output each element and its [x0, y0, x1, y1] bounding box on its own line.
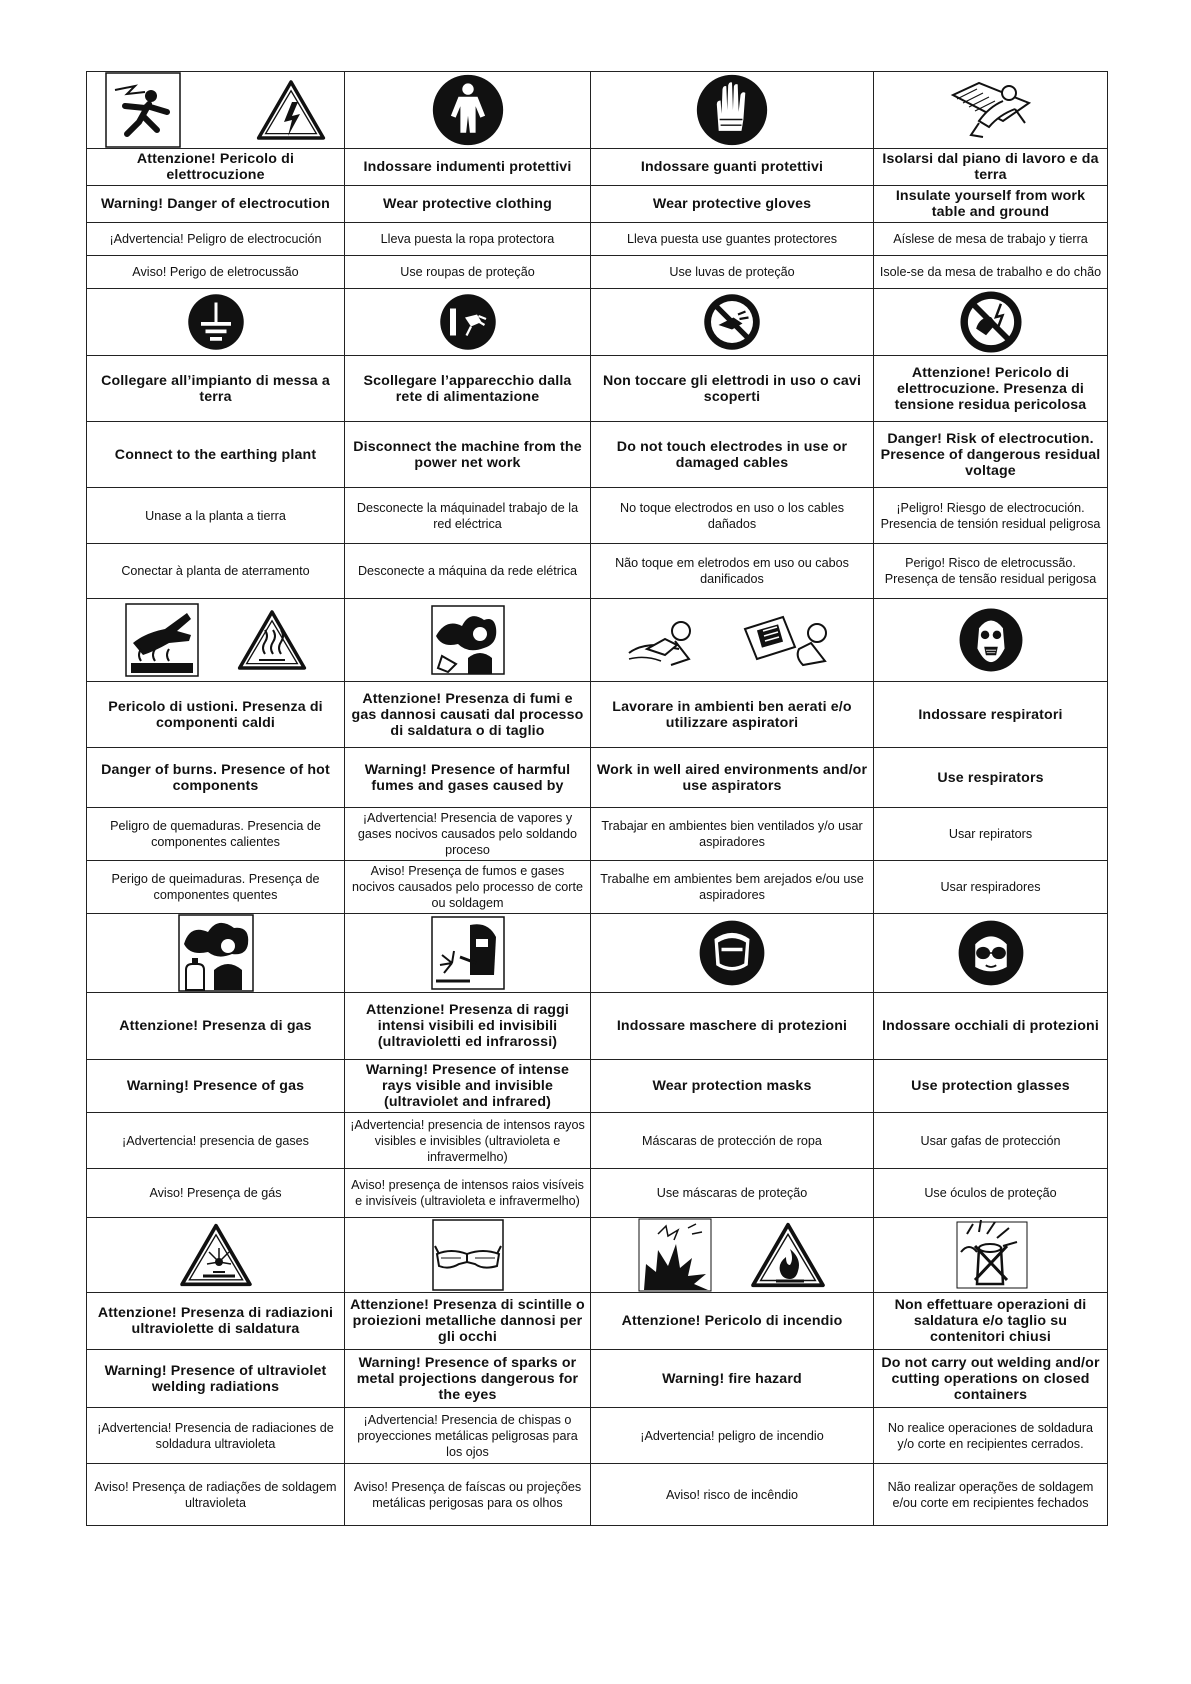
icon-cell [591, 914, 874, 993]
text-row-es [87, 223, 1108, 256]
sign-caption-en: Use protection glasses [874, 1060, 1108, 1113]
icon-group [345, 72, 590, 148]
icon-cell [874, 289, 1108, 356]
text-row-pt [87, 256, 1108, 289]
sign-caption-en: Warning! fire hazard [591, 1350, 874, 1408]
high-voltage-warning-icon [256, 78, 326, 142]
text-row-it [87, 356, 1108, 422]
text-row-es [87, 488, 1108, 544]
icon-cell [591, 599, 874, 682]
sign-caption-it: Scollegare l’apparecchio dalla rete di alimentazione [345, 356, 591, 422]
sign-caption-it: Collegare all’impianto di messa a terra [87, 356, 345, 422]
icon-cell [87, 1218, 345, 1293]
fume-extractor-icon [739, 609, 839, 671]
icon-cell [87, 914, 345, 993]
text-row-it [87, 149, 1108, 186]
protective-gloves-icon [694, 72, 770, 148]
text-row-en [87, 186, 1108, 223]
sign-caption-pt: Aviso! Presença de faíscas ou projeções metálicas perigosas para os olhos [345, 1464, 591, 1526]
icon-cell [87, 72, 345, 149]
icon-group [591, 1218, 873, 1292]
sign-caption-it: Non effettuare operazioni di saldatura e/o taglio su contenitori chiusi [874, 1293, 1108, 1350]
sign-caption-en: Do not touch electrodes in use or damaged cables [591, 422, 874, 488]
sign-caption-pt: Aviso! presença de intensos raios visíveis e invisíveis (ultravioleta e infravermelho) [345, 1169, 591, 1218]
earthing-icon [186, 292, 246, 352]
icon-group [345, 915, 590, 991]
text-row-es [87, 808, 1108, 861]
sign-caption-pt: Não toque em eletrodos em uso ou cabos danificados [591, 544, 874, 599]
icon-group [87, 72, 344, 148]
sign-caption-pt: Conectar à planta de aterramento [87, 544, 345, 599]
sign-caption-es: Usar repirators [874, 808, 1108, 861]
icon-cell [591, 1218, 874, 1293]
insulate-from-ground-icon [949, 77, 1033, 143]
uv-radiation-warning-icon [179, 1222, 253, 1288]
no-touch-residual-voltage-icon [958, 289, 1024, 355]
text-row-it [87, 682, 1108, 748]
sign-caption-es: ¡Advertencia! presencia de gases [87, 1113, 345, 1169]
icon-group [87, 603, 344, 677]
sign-caption-it: Indossare maschere di protezioni [591, 993, 874, 1060]
sign-caption-pt: Aviso! Perigo de eletrocussão [87, 256, 345, 289]
protection-glasses-icon [956, 918, 1026, 988]
sign-caption-it: Pericolo di ustioni. Presenza di componenti caldi [87, 682, 345, 748]
text-row-es [87, 1408, 1108, 1464]
icon-group [591, 292, 873, 352]
sign-caption-es: ¡Peligro! Riesgo de electrocución. Presencia de tensión residual peligrosa [874, 488, 1108, 544]
sign-caption-it: Attenzione! Presenza di radiazioni ultraviolette di saldatura [87, 1293, 345, 1350]
sign-caption-en: Insulate yourself from work table and ground [874, 186, 1108, 223]
sign-caption-es: No toque electrodos en uso o los cables dañados [591, 488, 874, 544]
electrocution-pictogram-icon [105, 72, 181, 148]
icon-cell [874, 914, 1108, 993]
sign-caption-es: Aíslese de mesa de trabajo y tierra [874, 223, 1108, 256]
sign-caption-en: Warning! Presence of harmful fumes and gases caused by [345, 748, 591, 808]
icon-group [874, 289, 1107, 355]
sign-caption-es: Usar gafas de protección [874, 1113, 1108, 1169]
sign-caption-it: Indossare indumenti protettivi [345, 149, 591, 186]
icon-cell [87, 599, 345, 682]
sign-caption-es: Máscaras de protección de ropa [591, 1113, 874, 1169]
icon-group [591, 609, 873, 671]
sign-caption-es: No realice operaciones de soldadura y/o corte en recipientes cerrados. [874, 1408, 1108, 1464]
sign-caption-it: Indossare respiratori [874, 682, 1108, 748]
text-row-en [87, 422, 1108, 488]
text-row-it [87, 1293, 1108, 1350]
sign-caption-es: ¡Advertencia! Presencia de vapores y gases nocivos causados pelo soldando proceso [345, 808, 591, 861]
sign-caption-en: Work in well aired environments and/or use aspirators [591, 748, 874, 808]
sign-caption-es: Lleva puesta la ropa protectora [345, 223, 591, 256]
sign-caption-it: Indossare guanti protettivi [591, 149, 874, 186]
no-touch-electrodes-icon [702, 292, 762, 352]
text-row-en [87, 748, 1108, 808]
sign-caption-pt: Perigo! Risco de eletrocussão. Presença de tensão residual perigosa [874, 544, 1108, 599]
safety-signs-sheet [86, 71, 1107, 1526]
sign-caption-es: Lleva puesta use guantes protectores [591, 223, 874, 256]
closed-container-icon [951, 1218, 1031, 1292]
sign-caption-en: Do not carry out welding and/or cutting operations on closed containers [874, 1350, 1108, 1408]
icon-group [87, 1222, 344, 1288]
sign-caption-pt: Trabalhe em ambientes bem arejados e/ou use aspiradores [591, 861, 874, 914]
sign-caption-en: Danger! Risk of electrocution. Presence of dangerous residual voltage [874, 422, 1108, 488]
icon-group [874, 77, 1107, 143]
sign-caption-en: Warning! Presence of sparks or metal projections dangerous for the eyes [345, 1350, 591, 1408]
sign-caption-pt: Perigo de queimaduras. Presença de componentes quentes [87, 861, 345, 914]
sign-caption-es: ¡Advertencia! Peligro de electrocución [87, 223, 345, 256]
sign-caption-pt: Isole-se da mesa de trabalho e do chão [874, 256, 1108, 289]
sign-caption-pt: Aviso! Presença de fumos e gases nocivos causados pelo processo de corte ou soldagem [345, 861, 591, 914]
sign-caption-pt: Use luvas de proteção [591, 256, 874, 289]
fire-hazard-icon [750, 1221, 826, 1289]
sign-caption-es: ¡Advertencia! peligro de incendio [591, 1408, 874, 1464]
harmful-fumes-icon [428, 604, 508, 676]
ventilation-icon [625, 609, 701, 671]
safety-signs-table [86, 71, 1108, 1526]
icon-row [87, 72, 1108, 149]
sign-caption-en: Disconnect the machine from the power net work [345, 422, 591, 488]
safety-goggles-icon [431, 1218, 505, 1292]
hot-surface-hand-icon [125, 603, 199, 677]
icon-cell [345, 72, 591, 149]
sign-caption-it: Attenzione! Presenza di raggi intensi visibili ed invisibili (ultravioletti ed infrarossi) [345, 993, 591, 1060]
sign-caption-it: Attenzione! Presenza di fumi e gas dannosi causati dal processo di saldatura o di taglio [345, 682, 591, 748]
icon-group [874, 918, 1107, 988]
icon-row [87, 289, 1108, 356]
icon-row [87, 914, 1108, 993]
sign-caption-es: ¡Advertencia! presencia de intensos rayos visibles e invisibles (ultravioleta e infravermelho) [345, 1113, 591, 1169]
sign-caption-en: Warning! Danger of electrocution [87, 186, 345, 223]
sign-caption-en: Wear protection masks [591, 1060, 874, 1113]
icon-cell [874, 1218, 1108, 1293]
sign-caption-it: Isolarsi dal piano di lavoro e da terra [874, 149, 1108, 186]
icon-group [345, 1218, 590, 1292]
hot-surface-warning-icon [237, 608, 307, 672]
sign-caption-it: Attenzione! Presenza di scintille o proiezioni metalliche dannosi per gli occhi [345, 1293, 591, 1350]
sign-caption-it: Attenzione! Presenza di gas [87, 993, 345, 1060]
icon-cell [591, 72, 874, 149]
sign-caption-en: Warning! Presence of ultraviolet welding radiations [87, 1350, 345, 1408]
text-row-en [87, 1350, 1108, 1408]
protection-mask-icon [697, 918, 767, 988]
text-row-pt [87, 861, 1108, 914]
icon-cell [345, 1218, 591, 1293]
icon-group [591, 918, 873, 988]
icon-group [874, 606, 1107, 674]
sign-caption-es: Peligro de quemaduras. Presencia de componentes calientes [87, 808, 345, 861]
welding-rays-icon [430, 915, 506, 991]
sign-caption-it: Attenzione! Pericolo di elettrocuzione. Presenza di tensione residua pericolosa [874, 356, 1108, 422]
sign-caption-it: Non toccare gli elettrodi in uso o cavi scoperti [591, 356, 874, 422]
sign-caption-es: Trabajar en ambientes bien ventilados y/o usar aspiradores [591, 808, 874, 861]
icon-cell [591, 289, 874, 356]
sign-caption-es: Unase a la planta a tierra [87, 488, 345, 544]
icon-group [345, 604, 590, 676]
sign-caption-en: Warning! Presence of gas [87, 1060, 345, 1113]
text-row-it [87, 993, 1108, 1060]
icon-row [87, 599, 1108, 682]
sign-caption-en: Wear protective gloves [591, 186, 874, 223]
icon-cell [345, 599, 591, 682]
sign-caption-it: Attenzione! Pericolo di elettrocuzione [87, 149, 345, 186]
sign-caption-en: Wear protective clothing [345, 186, 591, 223]
explosion-icon [638, 1218, 712, 1292]
sign-caption-es: ¡Advertencia! Presencia de chispas o proyecciones metálicas peligrosas para los ojos [345, 1408, 591, 1464]
text-row-en [87, 1060, 1108, 1113]
icon-group [591, 72, 873, 148]
text-row-pt [87, 1464, 1108, 1526]
icon-cell [345, 914, 591, 993]
sign-caption-pt: Desconecte a máquina da rede elétrica [345, 544, 591, 599]
icon-group [345, 292, 590, 352]
sign-caption-en: Use respirators [874, 748, 1108, 808]
sign-caption-es: ¡Advertencia! Presencia de radiaciones de soldadura ultravioleta [87, 1408, 345, 1464]
sign-caption-pt: Use roupas de proteção [345, 256, 591, 289]
icon-group [87, 292, 344, 352]
sign-caption-pt: Use máscaras de proteção [591, 1169, 874, 1218]
respirator-icon [957, 606, 1025, 674]
disconnect-plug-icon [438, 292, 498, 352]
sign-caption-pt: Aviso! risco de incêndio [591, 1464, 874, 1526]
sign-caption-pt: Usar respiradores [874, 861, 1108, 914]
protective-clothing-icon [430, 72, 506, 148]
gas-cylinder-icon [178, 914, 254, 992]
icon-cell [874, 599, 1108, 682]
text-row-es [87, 1113, 1108, 1169]
sign-caption-pt: Use óculos de proteção [874, 1169, 1108, 1218]
sign-caption-pt: Não realizar operações de soldagem e/ou corte em recipientes fechados [874, 1464, 1108, 1526]
icon-group [87, 914, 344, 992]
icon-cell [345, 289, 591, 356]
sign-caption-es: Desconecte la máquinadel trabajo de la red eléctrica [345, 488, 591, 544]
sign-caption-pt: Aviso! Presença de radiações de soldagem ultravioleta [87, 1464, 345, 1526]
icon-cell [874, 72, 1108, 149]
sign-caption-it: Indossare occhiali di protezioni [874, 993, 1108, 1060]
sign-caption-en: Connect to the earthing plant [87, 422, 345, 488]
icon-cell [87, 289, 345, 356]
sign-caption-it: Lavorare in ambienti ben aerati e/o utilizzare aspiratori [591, 682, 874, 748]
sign-caption-en: Danger of burns. Presence of hot components [87, 748, 345, 808]
sign-caption-pt: Aviso! Presença de gás [87, 1169, 345, 1218]
icon-row [87, 1218, 1108, 1293]
icon-group [874, 1218, 1107, 1292]
text-row-pt [87, 544, 1108, 599]
text-row-pt [87, 1169, 1108, 1218]
sign-caption-it: Attenzione! Pericolo di incendio [591, 1293, 874, 1350]
sign-caption-en: Warning! Presence of intense rays visible and invisible (ultraviolet and infrared) [345, 1060, 591, 1113]
